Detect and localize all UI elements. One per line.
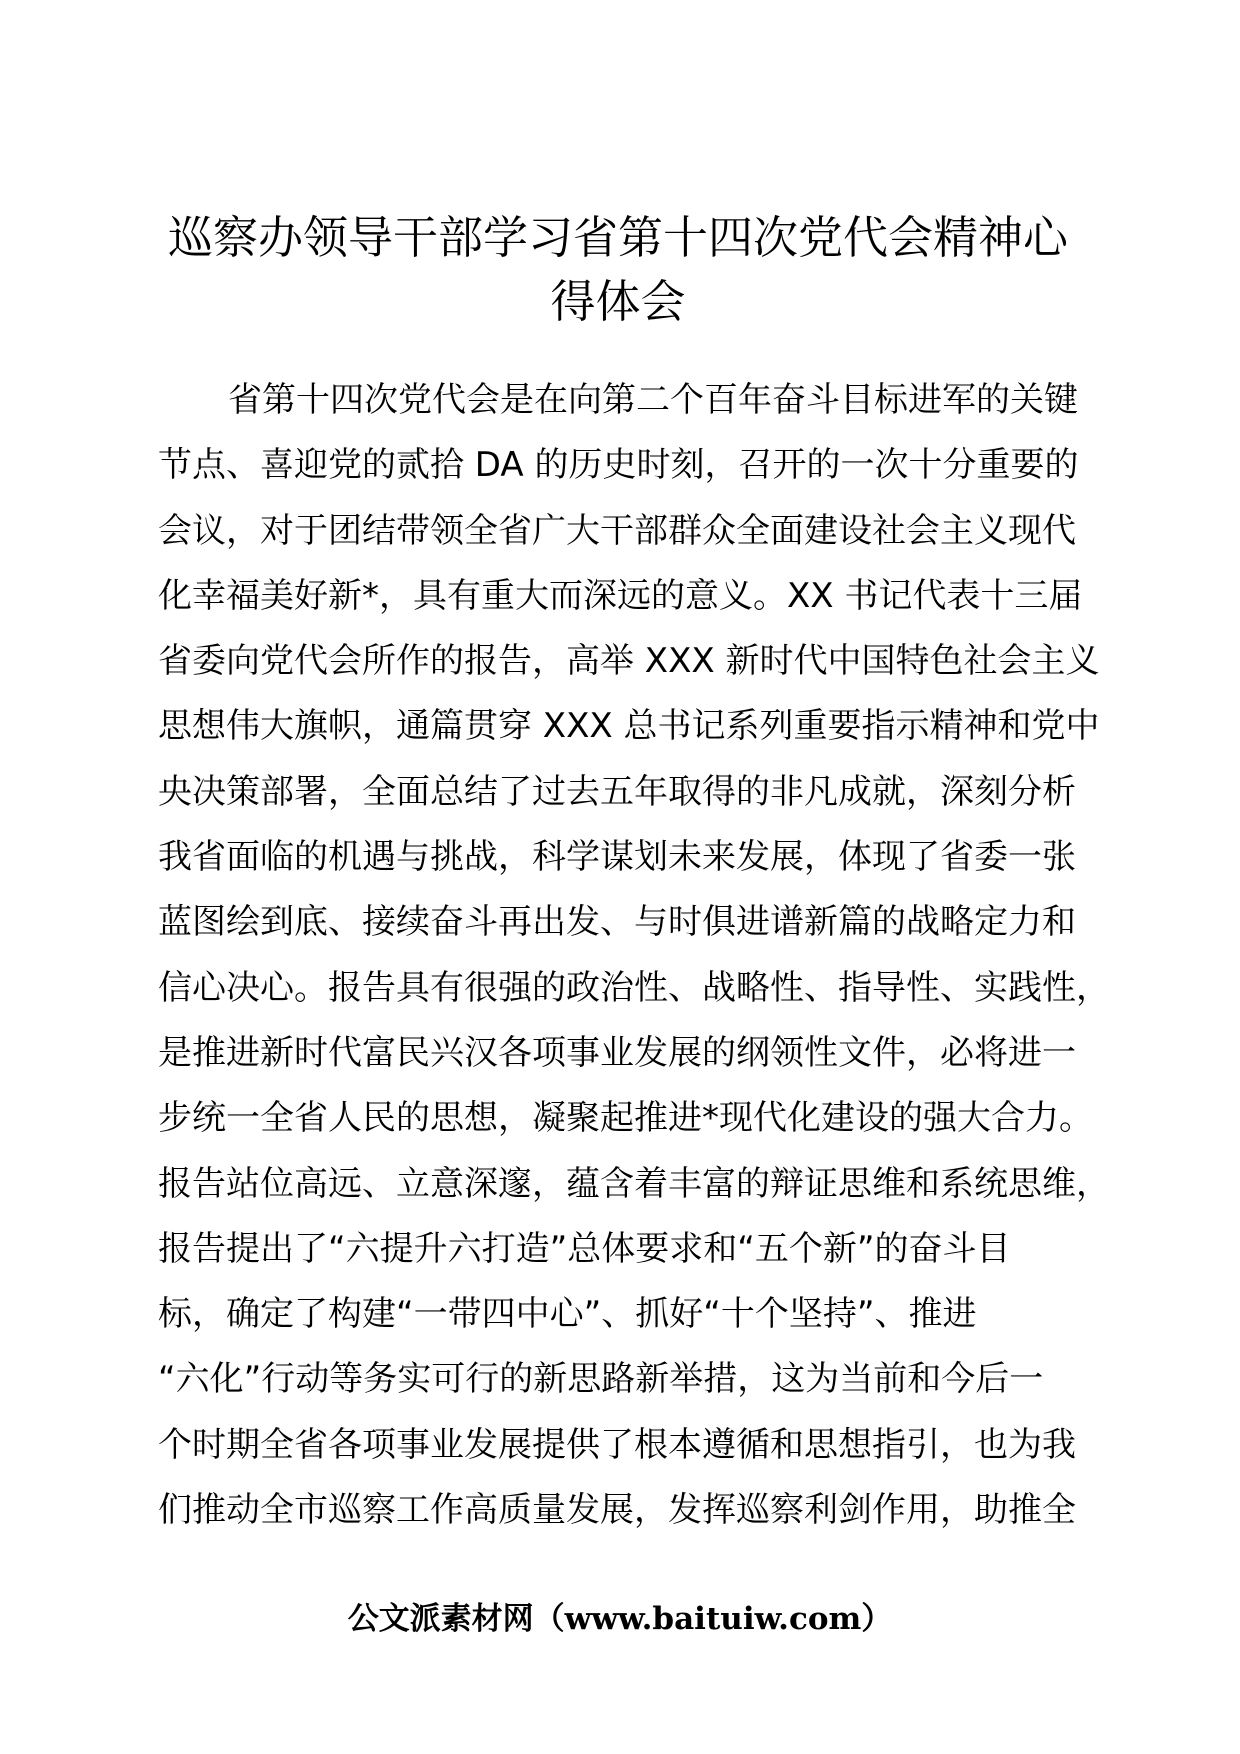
body-line: 报告站位高远、立意深邃，蕴含着丰富的辩证思维和系统思维，	[158, 1163, 1110, 1204]
body-line: 蓝图绘到底、接续奋斗再出发、与时俱进谱新篇的战略定力和	[158, 902, 1076, 943]
body-line: 个时期全省各项事业发展提供了根本遵循和思想指引，也为我	[158, 1424, 1076, 1465]
body-line: 步统一全省人民的思想，凝聚起推进*现代化建设的强大合力。	[158, 1098, 1093, 1139]
body-line: 是推进新时代富民兴汉各项事业发展的纲领性文件，必将进一	[158, 1032, 1076, 1073]
body-line: 我省面临的机遇与挑战，科学谋划未来发展，体现了省委一张	[158, 837, 1076, 878]
body-line: 省委向党代会所作的报告，高举 XXX 新时代中国特色社会主义	[158, 641, 1100, 682]
body-line: 标，确定了构建“一带四中心”、抓好“十个坚持”、推进	[158, 1294, 977, 1335]
body-line: 省第十四次党代会是在向第二个百年奋斗目标进军的关键	[228, 380, 1078, 420]
body-line: 央决策部署，全面总结了过去五年取得的非凡成就，深刻分析	[158, 771, 1076, 812]
document-body	[158, 368, 1110, 1543]
body-line: 信心决心。报告具有很强的政治性、战略性、指导性、实践性，	[158, 967, 1110, 1008]
body-line: 思想伟大旗帜，通篇贯穿 XXX 总书记系列重要指示精神和党中	[158, 706, 1100, 747]
title-line: 得体会	[550, 275, 686, 328]
body-line: 报告提出了“六提升六打造”总体要求和“五个新”的奋斗目	[158, 1228, 1011, 1269]
title-line: 巡察办领导干部学习省第十四次党代会精神心	[167, 211, 1068, 264]
body-line: 化幸福美好新*，具有重大而深远的意义。XX 书记代表十三届	[158, 575, 1083, 616]
body-line: 节点、喜迎党的贰拾 DA 的历史时刻，召开的一次十分重要的	[158, 445, 1079, 486]
body-line: 们推动全市巡察工作高质量发展，发挥巡察利剑作用，助推全	[158, 1490, 1076, 1531]
body-line: 会议，对于团结带领全省广大干部群众全面建设社会主义现代	[158, 510, 1076, 551]
body-line: “六化”行动等务实可行的新思路新举措，这为当前和今后一	[158, 1359, 1044, 1400]
footer-source-note: 公文派素材网（www.baituiw.com）	[347, 1601, 893, 1637]
document-title	[150, 206, 1086, 334]
